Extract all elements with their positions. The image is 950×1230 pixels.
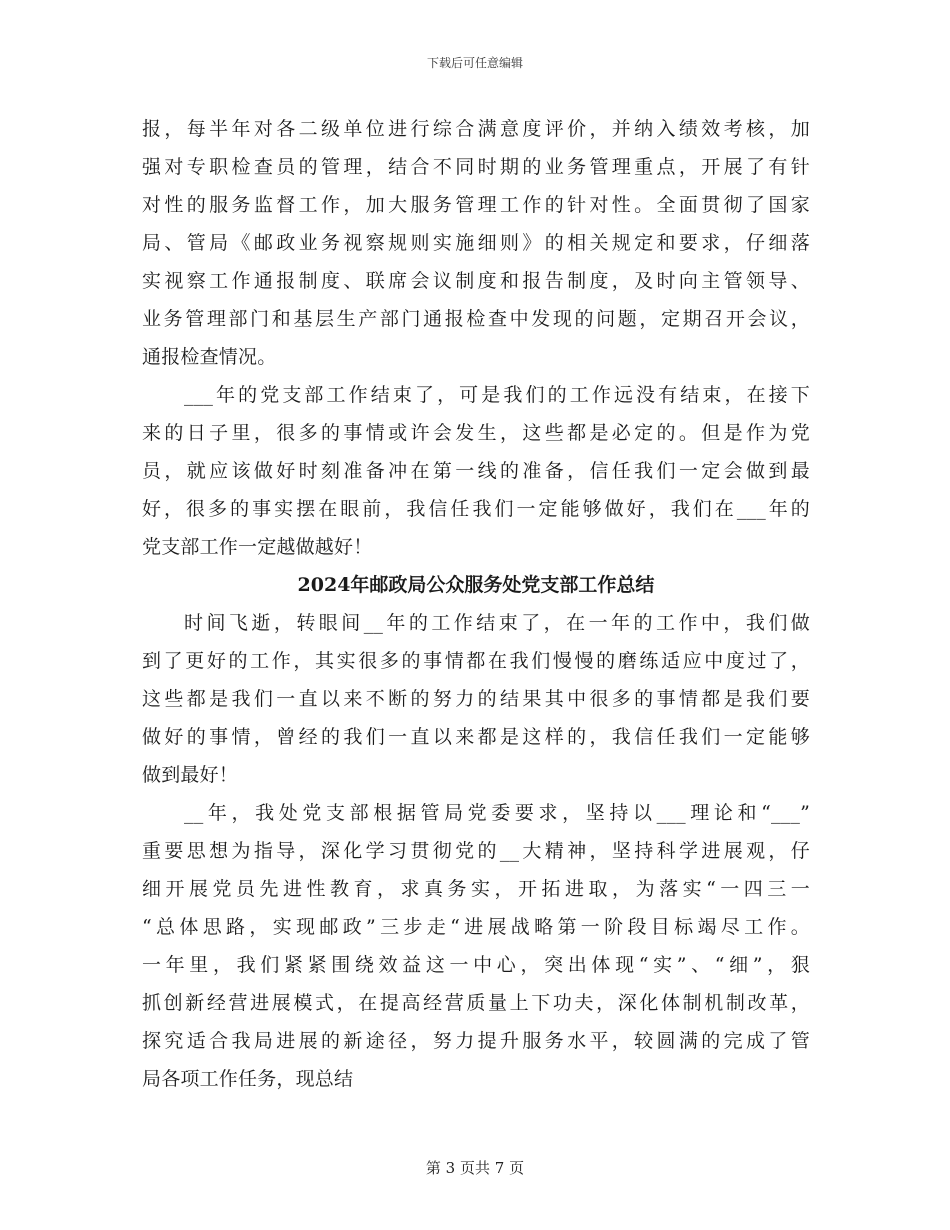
text-line: 通报检查情况。 [142, 346, 277, 368]
text-line: 到了更好的工作，其实很多的事情都在我们慢慢的磨练适应中度过了， [142, 650, 810, 672]
page-number: 第 3 页共 7 页 [425, 1159, 525, 1177]
text-line: 做好的事情，曾经的我们一直以来都是这样的，我信任我们一定能够 [142, 726, 810, 748]
page-header: 下载后可任意编辑 [426, 56, 523, 70]
text-line: 员，就应该做好时刻准备冲在第一线的准备，信任我们一定会做到最 [142, 460, 810, 482]
paragraph-1 [142, 110, 810, 376]
text-line: 重要思想为指导，深化学习贯彻党的__大精神，坚持科学进展观，仔 [142, 840, 810, 862]
text-line: 业务管理部门和基层生产部门通报检查中发现的问题，定期召开会议， [142, 308, 810, 330]
text-line: 抓创新经营进展模式，在提高经营质量上下功夫，深化体制机制改革， [142, 992, 810, 1014]
section-title: 2024年邮政局公众服务处党支部工作总结 [297, 574, 655, 596]
text-line: ___年的党支部工作结束了，可是我们的工作远没有结束，在接下 [184, 384, 810, 406]
text-line: 对性的服务监督工作，加大服务管理工作的针对性。全面贯彻了国家 [142, 194, 810, 216]
text-line: __年，我处党支部根据管局党委要求，坚持以___理论和“___” [184, 802, 810, 824]
text-line: 这些都是我们一直以来不断的努力的结果其中很多的事情都是我们要 [142, 688, 810, 710]
text-line: 实视察工作通报制度、联席会议制度和报告制度，及时向主管领导、 [142, 270, 810, 292]
text-line: 细开展党员先进性教育，求真务实，开拓进取，为落实“一四三一 [142, 878, 810, 900]
text-line: 好，很多的事实摆在眼前，我信任我们一定能够做好，我们在___年的 [142, 498, 810, 520]
document-body [142, 110, 810, 1098]
text-line: 局、管局《邮政业务视察规则实施细则》的相关规定和要求，仔细落 [142, 232, 810, 254]
paragraph-4 [142, 794, 810, 1098]
text-line: 来的日子里，很多的事情或许会发生，这些都是必定的。但是作为党 [142, 422, 810, 444]
text-line: 做到最好！ [142, 764, 239, 786]
paragraph-3 [142, 604, 810, 794]
text-line: “总体思路，实现邮政”三步走“进展战略第一阶段目标竭尽工作。 [142, 916, 810, 938]
paragraph-2 [142, 376, 810, 566]
text-line: 党支部工作一定越做越好！ [142, 536, 373, 558]
text-line: 报，每半年对各二级单位进行综合满意度评价，并纳入绩效考核，加 [142, 118, 810, 140]
text-line: 局各项工作任务，现总结 [142, 1068, 354, 1090]
text-line: 一年里，我们紧紧围绕效益这一中心，突出体现“实”、“细”，狠 [142, 954, 810, 976]
text-line: 时间飞逝，转眼间__年的工作结束了，在一年的工作中，我们做 [184, 612, 810, 634]
text-line: 强对专职检查员的管理，结合不同时期的业务管理重点，开展了有针 [142, 156, 810, 178]
text-line: 探究适合我局进展的新途径，努力提升服务水平，较圆满的完成了管 [142, 1030, 810, 1052]
